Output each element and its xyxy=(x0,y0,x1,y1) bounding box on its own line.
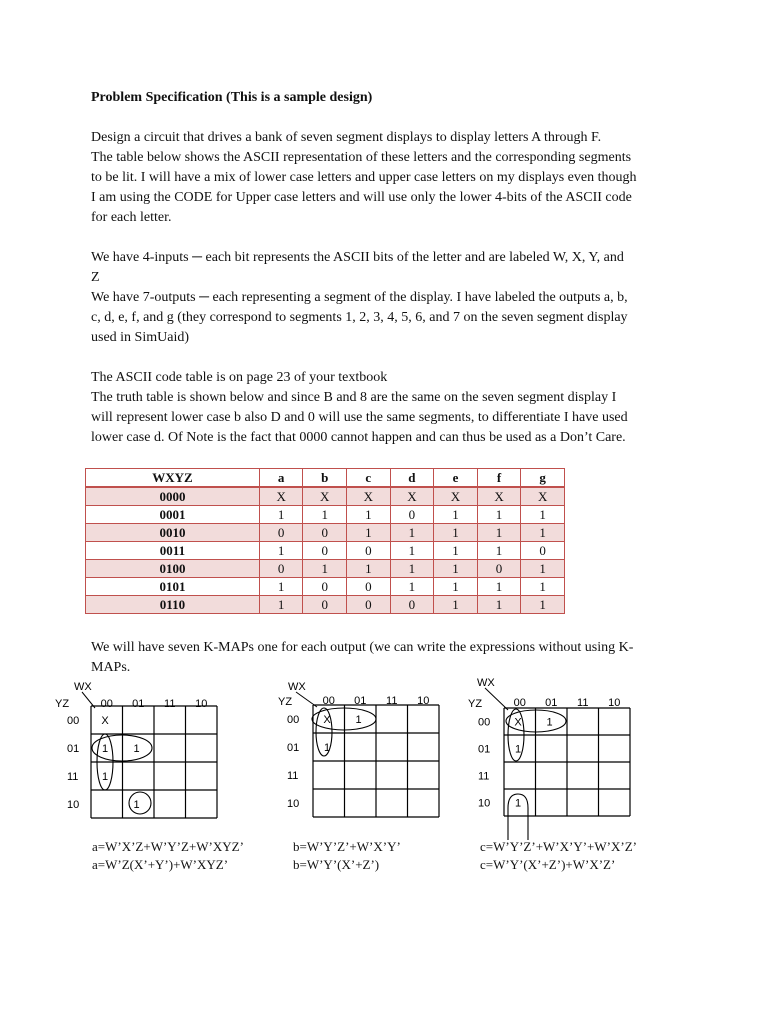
table-cell-code: 0110 xyxy=(86,596,260,614)
kmap-cell-value: X xyxy=(323,714,331,726)
kmap-col-label: 00 xyxy=(100,698,113,710)
text-line: MAPs. xyxy=(91,660,131,675)
table-cell: 1 xyxy=(303,506,347,524)
kmap-col-label: 00 xyxy=(513,697,526,709)
kmap-row-label: 01 xyxy=(287,742,300,754)
table-cell: 1 xyxy=(521,524,565,542)
table-header: a xyxy=(259,469,303,488)
text-line: We have 7-outputs ─ each representing a segment of the display. I have labeled the outputs a, b, xyxy=(91,290,628,305)
kmap-row-var: YZ xyxy=(55,698,70,710)
text-line: The table below shows the ASCII representation of these letters and the corresponding segments xyxy=(91,150,632,165)
kmap-cell-value: 1 xyxy=(355,714,362,726)
kmap-row-label: 10 xyxy=(287,798,300,810)
text-line: I am using the CODE for Upper case letters and will use only the lower 4-bits of the ASCII code xyxy=(91,190,632,205)
table-cell: 0 xyxy=(303,542,347,560)
table-cell: X xyxy=(259,487,303,506)
table-cell: X xyxy=(434,487,478,506)
kmap-row-label: 00 xyxy=(67,715,80,727)
table-header: e xyxy=(434,469,478,488)
equation-line: a=W’Z(X’+Y’)+W’XYZ’ xyxy=(92,857,229,872)
kmap-col-label: 10 xyxy=(195,698,208,710)
table-cell: X xyxy=(477,487,521,506)
text-line: for each letter. xyxy=(91,210,172,225)
kmap-cell-value: 1 xyxy=(101,771,109,783)
text-line: will represent lower case b also D and 0 will use the same segments, to differentiate I have used xyxy=(91,410,628,425)
table-cell: 1 xyxy=(390,560,434,578)
text-line: used in SimUaid) xyxy=(91,330,189,345)
text-line: Design a circuit that drives a bank of seven segment displays to display letters A through F. xyxy=(91,130,602,145)
table-cell: 1 xyxy=(259,506,303,524)
text-line: lower case d. Of Note is the fact that 0000 cannot happen and can thus be used as a Don’t Care. xyxy=(91,430,626,445)
kmap-col-label: 00 xyxy=(322,695,335,707)
kmap-col-label: 11 xyxy=(164,698,176,710)
table-cell: 1 xyxy=(390,578,434,596)
table-cell-code: 0000 xyxy=(86,487,260,506)
table-cell: 0 xyxy=(303,596,347,614)
table-header: c xyxy=(347,469,391,488)
table-cell: 1 xyxy=(477,542,521,560)
kmap-cell-value: 1 xyxy=(546,716,553,729)
table-cell: 1 xyxy=(347,524,391,542)
kmap-col-label: 01 xyxy=(132,698,145,710)
table-cell: 0 xyxy=(390,506,434,524)
kmap-group-circle xyxy=(129,792,151,814)
kmap-col-label: 01 xyxy=(545,697,558,709)
equation-line: b=W’Y’Z’+W’X’Y’ xyxy=(293,839,401,854)
kmap-cell-value: X xyxy=(101,715,109,727)
table-header: b xyxy=(303,469,347,488)
table-cell: 1 xyxy=(521,506,565,524)
table-cell: 1 xyxy=(521,578,565,596)
table-cell: 1 xyxy=(434,524,478,542)
table-cell-code: 0010 xyxy=(86,524,260,542)
table-cell: 1 xyxy=(477,578,521,596)
kmap-col-label: 11 xyxy=(577,697,589,709)
table-cell: 1 xyxy=(521,560,565,578)
table-cell: 1 xyxy=(259,596,303,614)
table-cell: X xyxy=(390,487,434,506)
equation-line: c=W’Y’Z’+W’X’Y’+W’X’Z’ xyxy=(480,839,637,854)
kmap-cell-value: 1 xyxy=(133,743,140,755)
table-cell: 0 xyxy=(477,560,521,578)
table-cell: 0 xyxy=(390,596,434,614)
table-cell: 1 xyxy=(347,506,391,524)
table-cell: X xyxy=(347,487,391,506)
table-cell: 1 xyxy=(390,524,434,542)
kmap-col-label: 11 xyxy=(386,695,398,707)
text-line: We will have seven K-MAPs one for each output (we can write the expressions without using K- xyxy=(91,640,634,655)
kmap-row-var: YZ xyxy=(468,698,483,710)
table-cell: 1 xyxy=(347,560,391,578)
kmap-row-label: 00 xyxy=(287,714,300,726)
table-cell: 0 xyxy=(303,524,347,542)
text-line: We have 4-inputs ─ each bit represents the ASCII bits of the letter and are labeled W, X, Y, and xyxy=(91,250,624,265)
text-line: The truth table is shown below and since B and 8 are the same on the seven segment display I xyxy=(91,390,617,405)
kmap-row-var: YZ xyxy=(278,696,293,708)
table-cell: 1 xyxy=(390,542,434,560)
kmap-col-label: 10 xyxy=(608,697,621,709)
text-line: Z xyxy=(91,270,100,285)
table-cell: 1 xyxy=(477,596,521,614)
table-cell: 0 xyxy=(347,596,391,614)
table-cell: 1 xyxy=(259,578,303,596)
table-cell: 1 xyxy=(477,506,521,524)
table-cell: X xyxy=(521,487,565,506)
table-cell: 0 xyxy=(521,542,565,560)
table-cell-code: 0101 xyxy=(86,578,260,596)
kmap-col-var: WX xyxy=(288,681,306,693)
text-line: c, d, e, f, and g (they correspond to segments 1, 2, 3, 4, 5, 6, and 7 on the seven segment display xyxy=(91,310,628,325)
table-cell: 0 xyxy=(303,578,347,596)
kmap-cell-value: 1 xyxy=(101,743,109,755)
kmap-cell-value: 1 xyxy=(133,799,140,811)
table-cell: 1 xyxy=(259,542,303,560)
text-line: The ASCII code table is on page 23 of your textbook xyxy=(91,370,388,385)
equation-line: b=W’Y’(X’+Z’) xyxy=(293,857,380,872)
table-cell: 1 xyxy=(434,578,478,596)
table-cell: 0 xyxy=(259,524,303,542)
equation-line: c=W’Y’(X’+Z’)+W’X’Z’ xyxy=(480,857,616,872)
equation-line: a=W’X’Z+W’Y’Z+W’XYZ’ xyxy=(92,839,244,854)
kmap-row-label: 11 xyxy=(67,771,79,783)
kmap-diagonal xyxy=(296,692,317,707)
equations-c xyxy=(480,838,637,874)
kmap-cell-value: 1 xyxy=(323,742,331,754)
page-title: Problem Specification (This is a sample design) xyxy=(91,90,373,105)
table-cell: 1 xyxy=(477,524,521,542)
table-cell: 1 xyxy=(303,560,347,578)
kmap-col-label: 10 xyxy=(417,695,430,707)
kmap-cell-value: X xyxy=(514,716,522,729)
table-header: WXYZ xyxy=(86,469,260,488)
kmap-row-label: 11 xyxy=(478,770,490,783)
table-header: d xyxy=(390,469,434,488)
table-cell-code: 0011 xyxy=(86,542,260,560)
table-cell: 0 xyxy=(347,578,391,596)
kmap-col-label: 01 xyxy=(354,695,367,707)
kmap-col-var: WX xyxy=(477,677,495,689)
table-cell-code: 0001 xyxy=(86,506,260,524)
kmap-row-label: 11 xyxy=(287,770,299,782)
table-cell: 1 xyxy=(521,596,565,614)
table-cell: 1 xyxy=(434,506,478,524)
table-cell: 1 xyxy=(434,596,478,614)
kmap-cell-value: 1 xyxy=(514,797,522,810)
equations-a xyxy=(92,838,244,874)
kmap-row-label: 00 xyxy=(478,716,491,729)
table-cell: 1 xyxy=(434,542,478,560)
kmap-row-label: 10 xyxy=(67,799,80,811)
table-cell-code: 0100 xyxy=(86,560,260,578)
kmap-col-var: WX xyxy=(74,681,92,693)
kmap-row-label: 10 xyxy=(478,797,491,810)
equations-b xyxy=(293,838,401,874)
kmap-row-label: 01 xyxy=(478,743,491,756)
kmap-diagonal xyxy=(485,688,508,710)
kmap-diagonal xyxy=(82,692,95,708)
kmap-row-label: 01 xyxy=(67,743,80,755)
table-cell: 1 xyxy=(434,560,478,578)
table-cell: 0 xyxy=(347,542,391,560)
table-cell: 0 xyxy=(259,560,303,578)
text-line: to be lit. I will have a mix of lower case letters and upper case letters on my displays even though xyxy=(91,170,637,185)
table-header: f xyxy=(477,469,521,488)
table-cell: X xyxy=(303,487,347,506)
kmap-cell-value: 1 xyxy=(514,743,522,756)
table-header: g xyxy=(521,469,565,488)
